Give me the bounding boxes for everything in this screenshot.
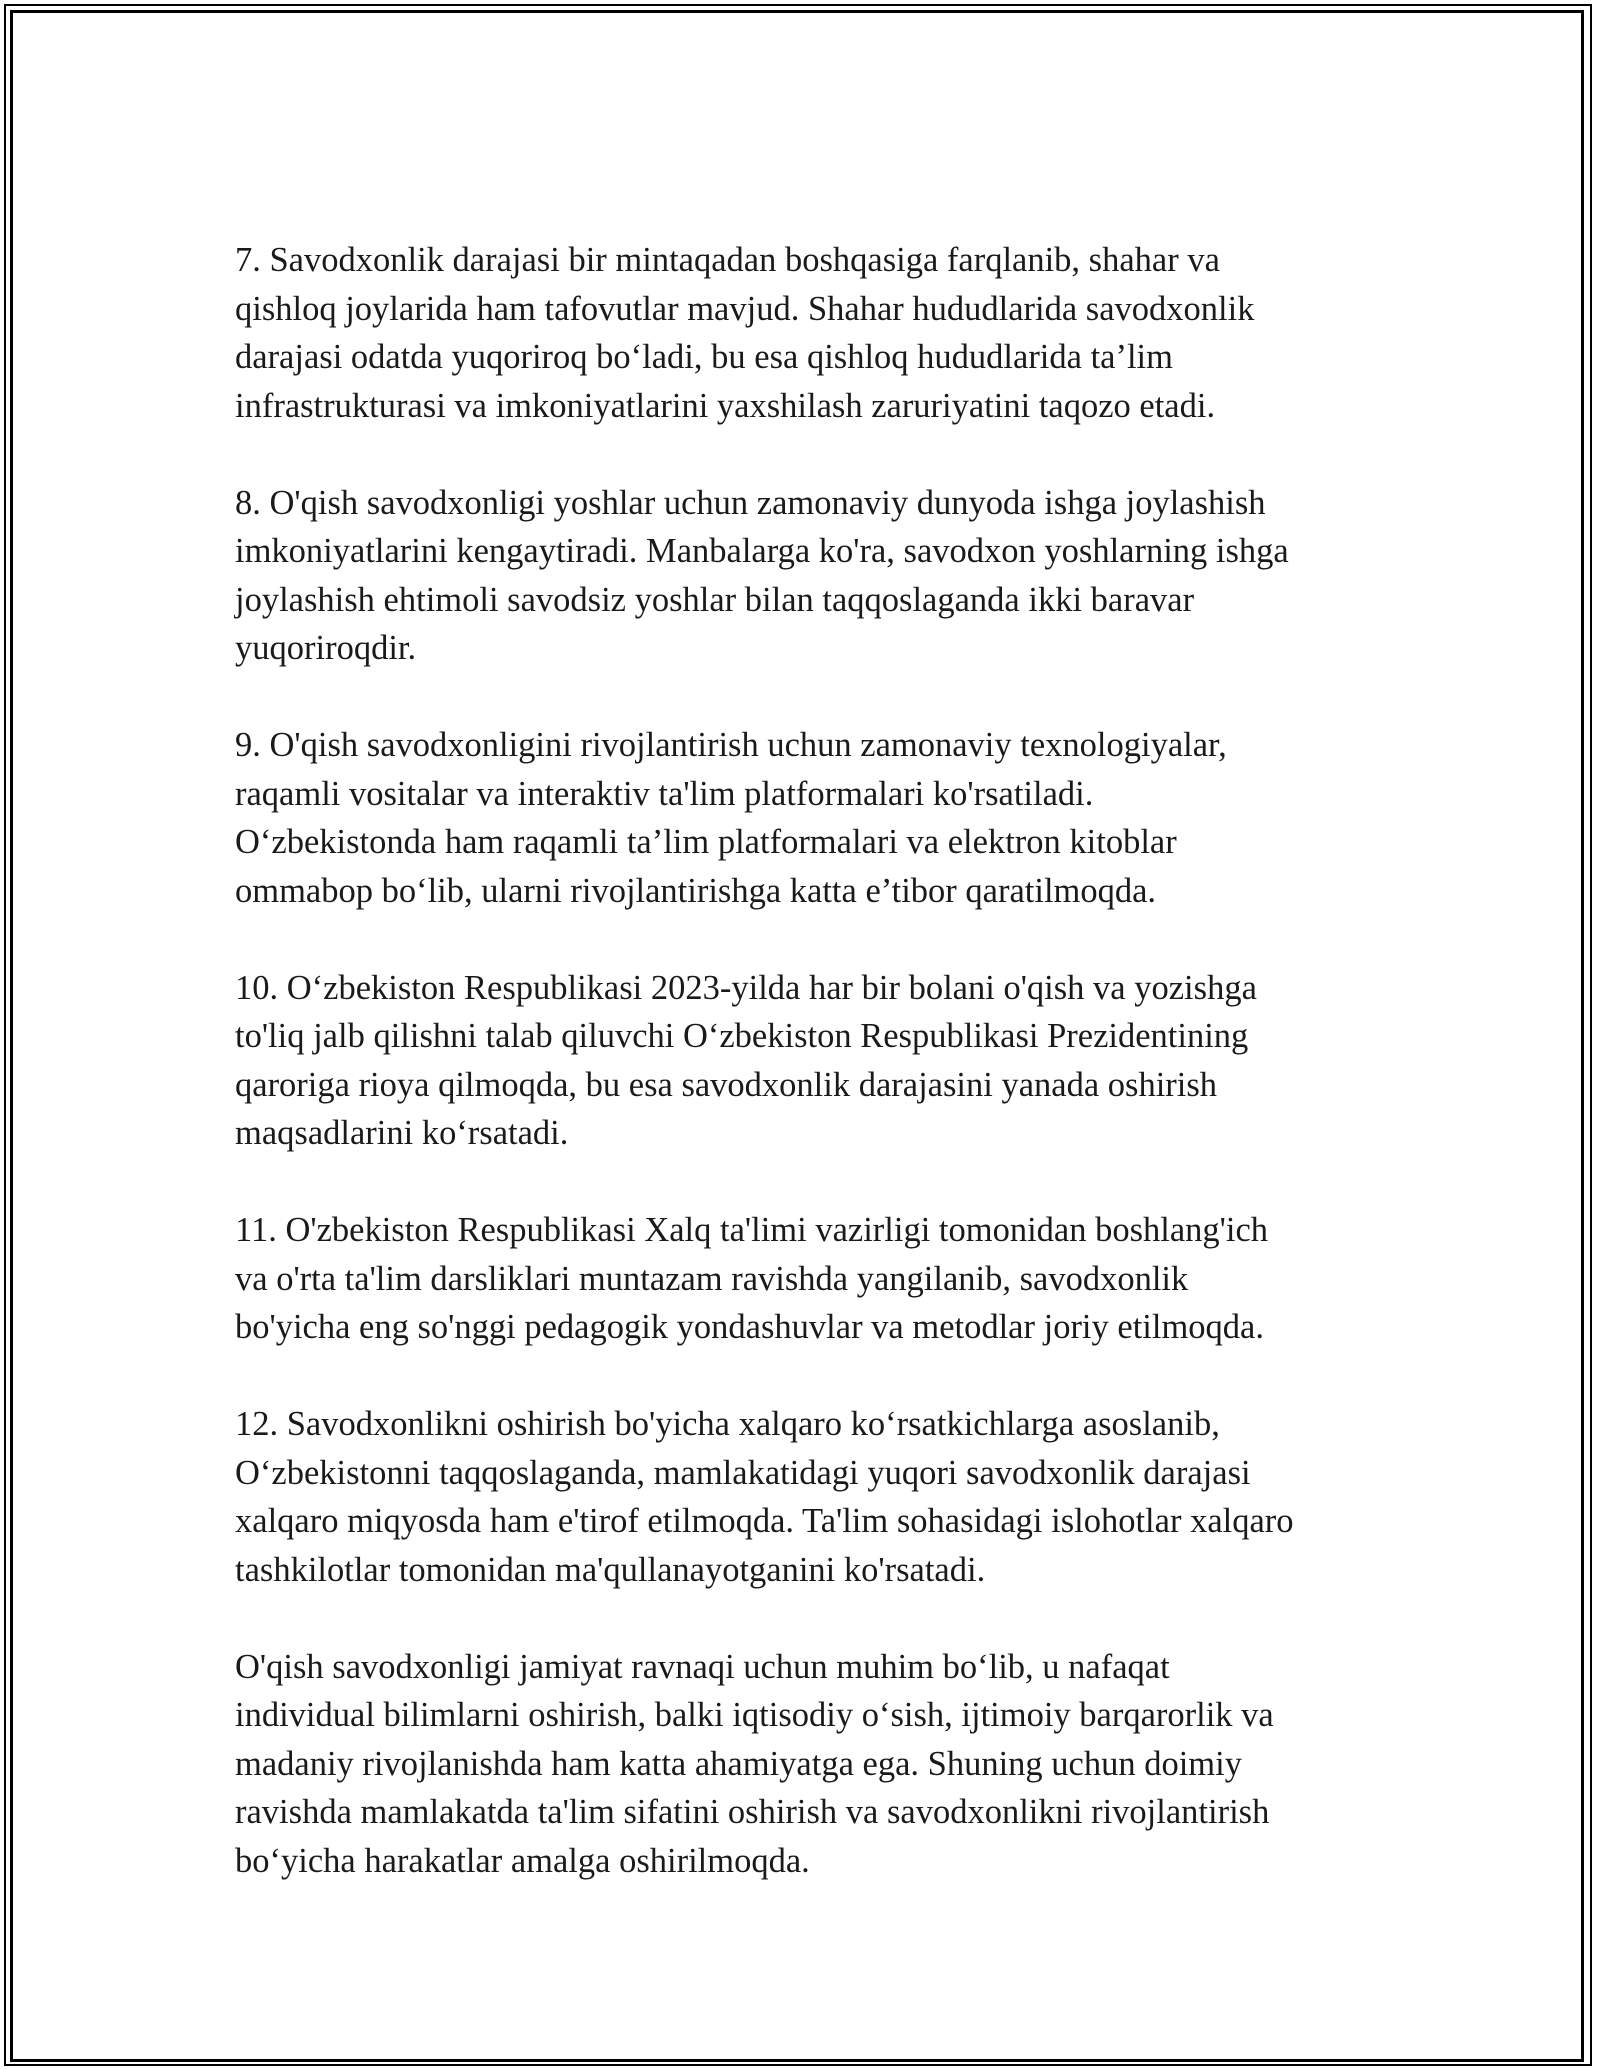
text-line: raqamli vositalar va interaktiv ta'lim platformalari ko'rsatiladi. — [235, 774, 1094, 813]
text-line: xalqaro miqyosda ham e'tirof etilmoqda. Ta'lim sohasidagi islohotlar xalqaro — [235, 1502, 1294, 1540]
text-line: individual bilimlarni oshirish, balki iqtisodiy o‘sish, ijtimoiy barqarorlik va — [235, 1696, 1274, 1734]
text-line: O'qish savodxonligi jamiyat ravnaqi uchun muhim bo‘lib, u nafaqat — [235, 1647, 1170, 1686]
text-line: to'liq jalb qilishni talab qiluvchi O‘zbekiston Respublikasi Prezidentining — [235, 1017, 1249, 1055]
paragraph-conclusion — [235, 1643, 1385, 1886]
text-line: bo‘yicha harakatlar amalga oshirilmoqda. — [235, 1841, 810, 1880]
text-line: tashkilotlar tomonidan ma'qullanayotganini ko'rsatadi. — [235, 1550, 986, 1589]
text-line: O‘zbekistonni taqqoslaganda, mamlakatidagi yuqori savodxonlik darajasi — [235, 1453, 1251, 1492]
text-line: infrastrukturasi va imkoniyatlarini yaxshilash zaruriyatini taqozo etadi. — [235, 386, 1216, 425]
text-line: 11. O'zbekiston Respublikasi Xalq ta'limi vazirligi tomonidan boshlang'ich — [235, 1211, 1269, 1249]
text-line: ravishda mamlakatda ta'lim sifatini oshirish va savodxonlikni rivojlantirish — [235, 1793, 1270, 1831]
text-line: joylashish ehtimoli savodsiz yoshlar bilan taqqoslaganda ikki baravar — [235, 580, 1195, 619]
text-line: qishloq joylarida ham tafovutlar mavjud. Shahar hududlarida savodxonlik — [235, 289, 1255, 328]
text-line: O‘zbekistonda ham raqamli ta’lim platformalari va elektron kitoblar — [235, 823, 1177, 861]
paragraph-10 — [235, 964, 1385, 1158]
text-line: 10. O‘zbekiston Respublikasi 2023-yilda har bir bolani o'qish va yozishga — [235, 968, 1257, 1007]
text-line: maqsadlarini ko‘rsatadi. — [235, 1114, 569, 1152]
paragraph-8 — [235, 479, 1385, 673]
text-line: ommabop bo‘lib, ularni rivojlantirishga katta e’tibor qaratilmoqda. — [235, 871, 1157, 910]
text-line: bo'yicha eng so'nggi pedagogik yondashuvlar va metodlar joriy etilmoqda. — [235, 1308, 1264, 1346]
paragraph-11 — [235, 1206, 1385, 1352]
text-line: va o'rta ta'lim darsliklari muntazam ravishda yangilanib, savodxonlik — [235, 1259, 1189, 1298]
text-line: 12. Savodxonlikni oshirish bo'yicha xalqaro ko‘rsatkichlarga asoslanib, — [235, 1405, 1220, 1443]
paragraph-9 — [235, 721, 1385, 915]
text-line: 8. O'qish savodxonligi yoshlar uchun zamonaviy dunyoda ishga joylashish — [235, 483, 1266, 522]
text-line: yuqoriroqdir. — [235, 629, 417, 667]
text-line: qaroriga rioya qilmoqda, bu esa savodxonlik darajasini yanada oshirish — [235, 1065, 1218, 1104]
text-line: 9. O'qish savodxonligini rivojlantirish uchun zamonaviy texnologiyalar, — [235, 726, 1227, 764]
text-line: 7. Savodxonlik darajasi bir mintaqadan boshqasiga farqlanib, shahar va — [235, 241, 1220, 279]
paragraph-12 — [235, 1400, 1385, 1594]
document-body — [235, 236, 1385, 1934]
paragraph-7 — [235, 236, 1385, 430]
text-line: madaniy rivojlanishda ham katta ahamiyatga ega. Shuning uchun doimiy — [235, 1744, 1242, 1783]
text-line: darajasi odatda yuqoriroq bo‘ladi, bu esa qishloq hududlarida ta’lim — [235, 338, 1173, 376]
text-line: imkoniyatlarini kengaytiradi. Manbalarga ko'ra, savodxon yoshlarning ishga — [235, 532, 1289, 570]
